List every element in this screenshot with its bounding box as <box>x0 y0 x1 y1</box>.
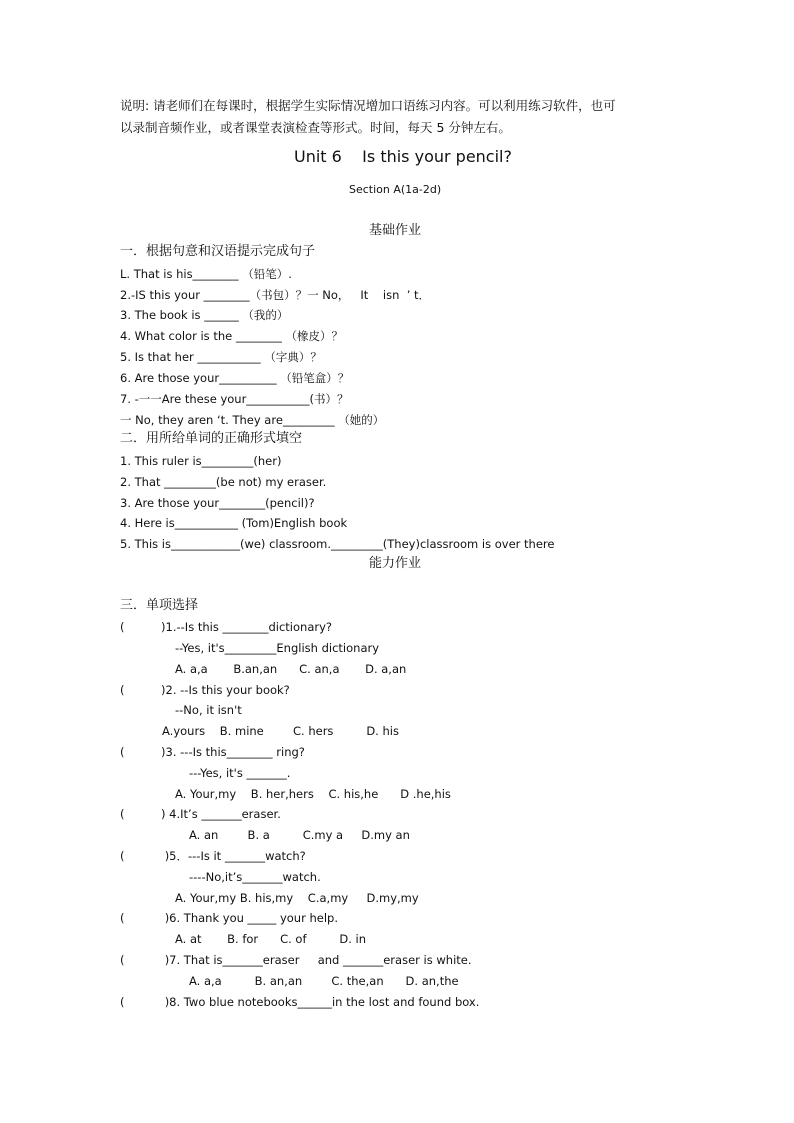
instruction-note-line-1: 说明: 请老师们在每课时，根据学生实际情况增加口语练习内容。可以利用练习软件，也可 <box>120 98 616 113</box>
part2-item: 2. That _________(be not) my eraser. <box>120 475 327 489</box>
part3-line: A. a,a B. an,an C. the,an D. an,the <box>189 974 459 988</box>
part1-item: 7. -一一Are these your___________(书）？ <box>120 392 349 406</box>
part2-heading: 二．用所给单词的正确形式填空 <box>120 431 303 446</box>
part3-line: ----No,it’s_______watch. <box>189 870 321 884</box>
part2-item: 3. Are those your________(pencil)? <box>120 496 315 510</box>
part3-line: ( ) 4.It’s _______eraser. <box>120 807 281 821</box>
part3-line: ---Yes, it's _______. <box>189 766 291 780</box>
part1-item: 一 No, they aren ‘t. They are_________ （她的） <box>120 413 385 427</box>
part2-item: 5. This is____________(we) classroom._________(They)classroom is over there <box>120 537 555 551</box>
part1-item: 3. The book is ______ （我的） <box>120 308 289 322</box>
part3-line: A. at B. for C. of D. in <box>175 932 367 946</box>
part1-item: L. That is his________ （铅笔）. <box>120 267 292 281</box>
part3-line: ( )6. Thank you _____ your help. <box>120 911 338 925</box>
part3-line: A. Your,my B. her,hers C. his,he D .he,his <box>175 787 451 801</box>
part1-item: 6. Are those your__________ （铅笔盒）？ <box>120 371 350 385</box>
part3-line: ( )1.--Is this ________dictionary? <box>120 620 333 634</box>
part3-line: ( )2. --Is this your book? <box>120 683 290 697</box>
part1-item: 5. Is that her ___________ （字典）？ <box>120 350 322 364</box>
part3-line: A. an B. a C.my a D.my an <box>189 828 410 842</box>
part2-item: 1. This ruler is_________(her) <box>120 454 282 468</box>
part3-line: A.yours B. mine C. hers D. his <box>162 724 399 738</box>
part2-item: 4. Here is___________ (Tom)English book <box>120 516 348 530</box>
section-subtitle: Section A(1a-2d) <box>349 183 442 196</box>
part3-heading: 三．单项选择 <box>120 598 199 613</box>
part3-line: A. Your,my B. his,my C.a,my D.my,my <box>175 891 419 905</box>
part3-line: ( )5．---Is it _______watch? <box>120 849 306 863</box>
part1-item: 4. What color is the ________ （橡皮）？ <box>120 329 343 343</box>
basic-homework-heading: 基础作业 <box>369 223 422 238</box>
part3-line: ( )8. Two blue notebooks______in the lost and found box. <box>120 995 480 1009</box>
instruction-note-line-2: 以录制音频作业，或者课堂表演检查等形式。时间，每天 5 分钟左右。 <box>120 120 511 135</box>
part1-item: 2.-IS this your ________（书包）？一 No， It isn ’ t． <box>120 288 431 302</box>
part3-line: ( )7. That is_______eraser and _______eraser is white. <box>120 953 472 967</box>
part3-line: --No, it isn't <box>175 703 242 717</box>
part3-line: A. a,a B.an,an C. an,a D. a,an <box>175 662 407 676</box>
part1-heading: 一．根据句意和汉语提示完成句子 <box>120 244 316 259</box>
part3-line: ( )3. ---Is this________ ring? <box>120 745 305 759</box>
part3-line: --Yes, it's_________English dictionary <box>175 641 380 655</box>
unit-title: Unit 6 Is this your pencil? <box>294 147 512 166</box>
ability-homework-heading: 能力作业 <box>369 556 422 571</box>
